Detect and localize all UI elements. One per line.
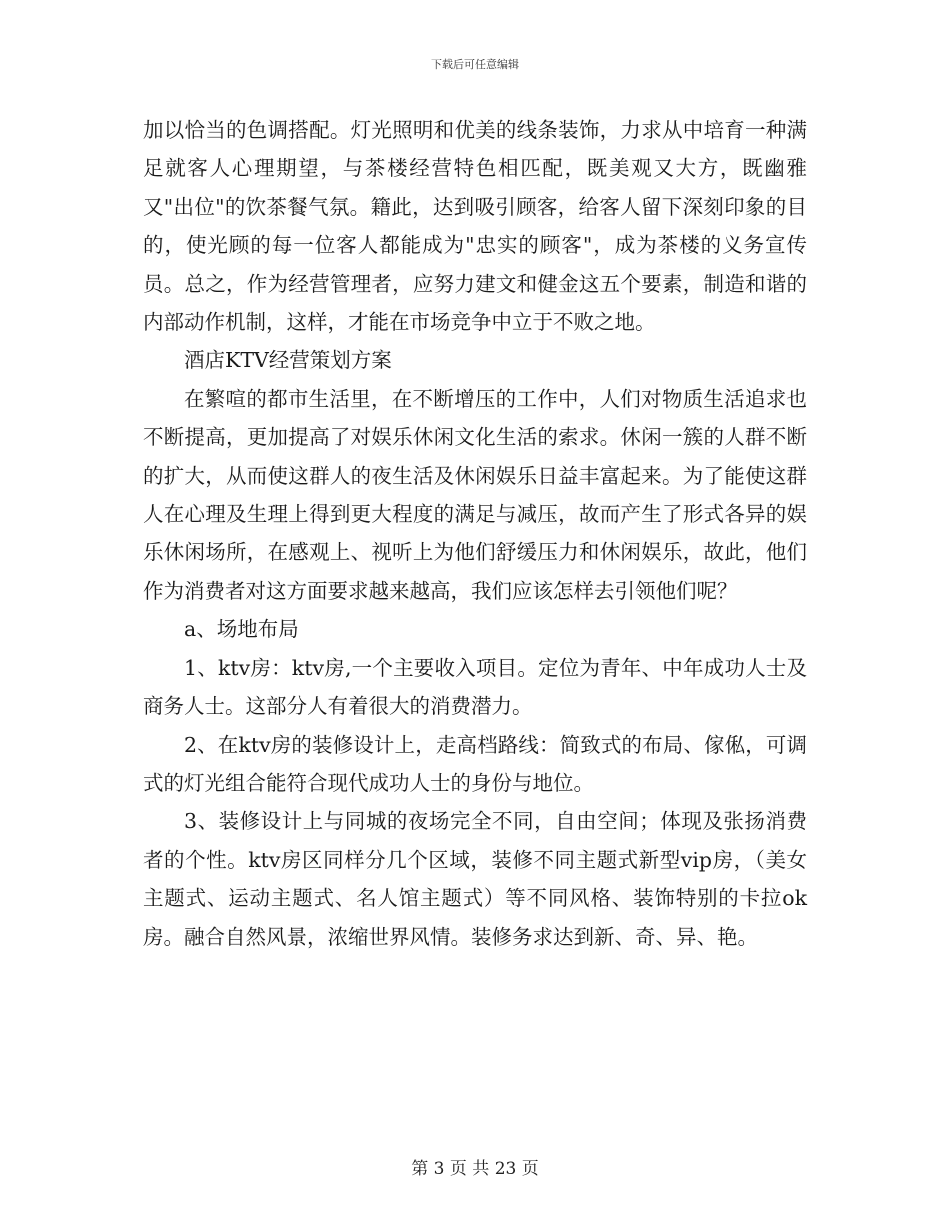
paragraph-item-2: 2、在ktv房的装修设计上，走高档路线：简致式的布局、傢俬，可调式的灯光组合能符合现代成功人士的身份与地位。 xyxy=(143,732,807,795)
section-title: 酒店KTV经营策划方案 xyxy=(184,348,392,373)
page-number-footer: 第 3 页 共 23 页 xyxy=(411,1159,539,1179)
paragraph-item-1: 1、ktv房：ktv房,一个主要收入项目。定位为青年、中年成功人士及商务人士。这部分人有着很大的消费潜力。 xyxy=(143,655,807,719)
document-body xyxy=(143,111,807,956)
paragraph-item-3: 3、装修设计上与同城的夜场完全不同，自由空间；体现及张扬消费者的个性。ktv房区同样分几个区域，装修不同主题式新型vip房，（美女主题式、运动主题式、名人馆主题式）等不同风格、装饰特别的卡拉ok房。融合自然风景，浓缩世界风情。装修务求达到新、奇、异、艳。 xyxy=(143,809,807,949)
paragraph-intro: 在繁喧的都市生活里，在不断增压的工作中，人们对物质生活追求也不断提高，更加提高了对娱乐休闲文化生活的索求。休闲一簇的人群不断的扩大，从而使这群人的夜生活及休闲娱乐日益丰富起来。为了能使这群人在心理及生理上得到更大程度的满足与减压，故而产生了形式各异的娱乐休闲场所，在感观上、视听上为他们舒缓压力和休闲娱乐，故此，他们作为消费者对这方面要求越来越高，我们应该怎样去引领他们呢？ xyxy=(143,386,807,603)
subheading-layout: a、场地布局 xyxy=(184,617,299,642)
paragraph-continuation: 加以恰当的色调搭配。灯光照明和优美的线条装饰，力求从中培育一种满足就客人心理期望，与茶楼经营特色相匹配，既美观又大方，既幽雅又"出位"的饮茶餐气氛。籍此，达到吸引顾客，给客人留下深刻印象的目的，使光顾的每一位客人都能成为"忠实的顾客"，成为茶楼的义务宣传员。总之，作为经营管理者，应努力建文和健金这五个要素，制造和谐的内部动作机制，这样，才能在市场竞争中立于不败之地。 xyxy=(143,118,807,335)
page-header: 下载后可任意编辑 xyxy=(431,58,519,71)
